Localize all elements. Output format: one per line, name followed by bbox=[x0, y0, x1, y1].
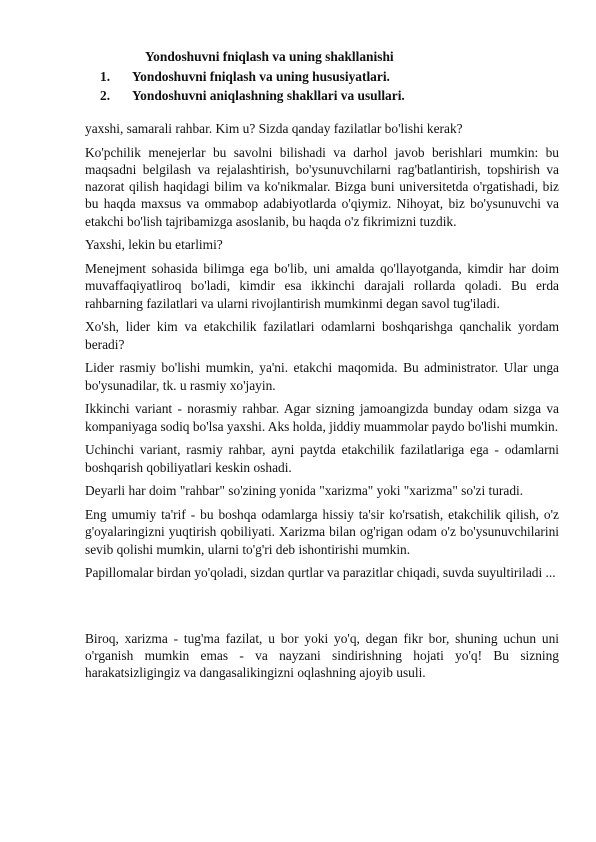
paragraph: Xo'sh, lider kim va etakchilik fazilatlari odamlarni boshqarishga qanchalik yordam beradi? bbox=[85, 319, 559, 352]
paragraph: Eng umumiy ta'rif - bu boshqa odamlarga hissiy ta'sir ko'rsatish, etakchilik qilish, o'z g'oyalaringizni yuqtirish qobiliyati. Xarizma bilan og'rigan odam o'z bo'ysunuvchilarini sevib qolishi mumkin, ularni to'g'ri deb ishontirishi mumkin. bbox=[85, 507, 559, 557]
outline-item bbox=[100, 68, 405, 87]
paragraph: Uchinchi variant, rasmiy rahbar, ayni paytda etakchilik fazilatlariga ega - odamlarni boshqarish qobiliyatlari keskin oshadi. bbox=[85, 442, 559, 475]
paragraph: Deyarli har doim "rahbar" so'zining yonida "xarizma" yoki "xarizma" so'zi turadi. bbox=[85, 483, 524, 499]
outline-item-number: 1. bbox=[100, 69, 111, 84]
paragraph: yaxshi, samarali rahbar. Kim u? Sizda qanday fazilatlar bo'lishi kerak? bbox=[85, 121, 463, 136]
paragraph: Menejment sohasida bilimga ega bo'lib, uni amalda qo'llayotganda, kimdir har doim muvaffaqiyatliroq bo'ladi, kimdir esa ikkinchi darajali rollarda qoladi. Bu erda rahbarning fazilatlari va ularni rivojlantirish mumkinmi degan savol tug'iladi. bbox=[85, 261, 559, 311]
paragraph: Ikkinchi variant - norasmiy rahbar. Agar sizning jamoangizda bunday odam sizga va kompaniyaga sodiq bo'lsa yaxshi. Aks holda, jiddiy muammolar paydo bo'lishi mumkin. bbox=[85, 401, 559, 434]
paragraph: Lider rasmiy bo'lishi mumkin, ya'ni. etakchi maqomida. Bu administrator. Ular unga bo'ysunadilar, tk. u rasmiy xo'jayin. bbox=[85, 360, 559, 393]
outline-list bbox=[100, 68, 405, 106]
outline-item-number: 2. bbox=[100, 88, 111, 103]
paragraph: Biroq, xarizma - tug'ma fazilat, u bor yoki yo'q, degan fikr bor, shuning uchun uni o'rganish mumkin emas - va nayzani sindirishning hojati yo'q! Bu sizning harakatsizligingiz va dangasalikingizni oqlashning ajoyib usuli. bbox=[85, 630, 559, 681]
document-body bbox=[85, 120, 559, 688]
paragraph: Papillomalar birdan yo'qoladi, sizdan qurtlar va parazitlar chiqadi, suvda suyultiriladi ... bbox=[85, 565, 556, 581]
outline-item bbox=[100, 87, 405, 106]
outline-item-text: Yondoshuvni fniqlash va uning hususiyatlari. bbox=[132, 69, 390, 84]
outline-item-text: Yondoshuvni aniqlashning shakllari va usullari. bbox=[132, 88, 405, 103]
document-title: Yondoshuvni fniqlash va uning shakllanishi bbox=[145, 49, 394, 64]
paragraph: Yaxshi, lekin bu etarlimi? bbox=[85, 237, 223, 253]
paragraph: Ko'pchilik menejerlar bu savolni bilishadi va darhol javob berishlari mumkin: bu maqsadni belgilash va rejalashtirish, bo'ysunuvchilarni rag'batlantirish, topshirish va nazorat qilish haqidagi bilim va ko'nikmalar. Bizga buni universitetda o'rgatishadi, biz bu haqda maxsus va ommabop adabiyotlarda o'qiymiz. Nihoyat, biz bo'ysunuvchi va etakchi bo'lish tajribamizga asoslanib, bu haqda o'z fikrimizni tuzdik. bbox=[85, 144, 559, 229]
